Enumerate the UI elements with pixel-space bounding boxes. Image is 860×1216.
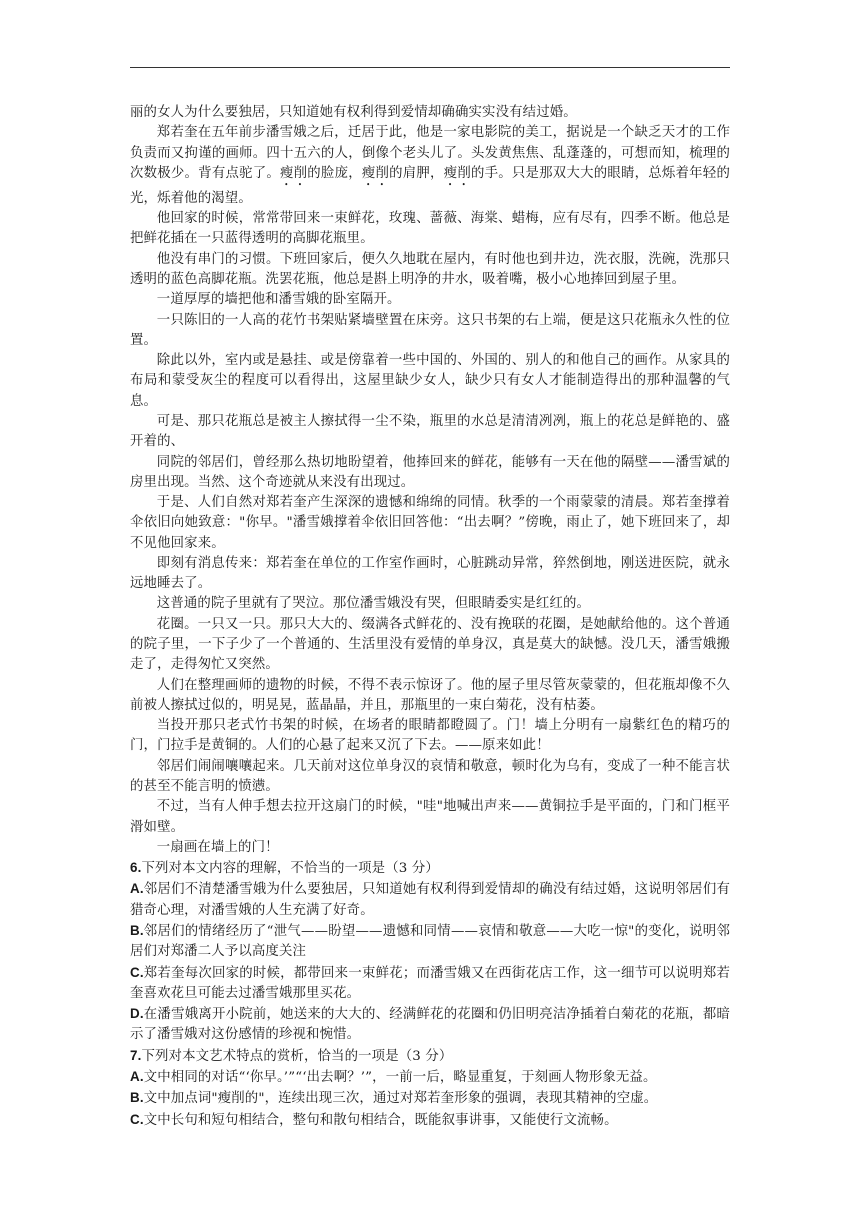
paragraph: 当投开那只老式竹书架的时候，在场者的眼睛都瞪圆了。门！墙上分明有一扇紫红色的精巧的门，门拉手是黄铜的。人们的心悬了起来又沉了下去。——原来如此！ — [130, 718, 730, 754]
paragraph: 同院的邻居们，曾经那么热切地盼望着，他捧回来的鲜花，能够有一天在他的隔壁——潘雪斌的房里出现。当然、这个奇迹就从来没有出现过。 — [130, 454, 730, 490]
emphasized-word: 瘦削 — [361, 165, 390, 181]
paragraph: 可是、那只花瓶总是被主人擦拭得一尘不染，瓶里的水总是清清冽冽，瓶上的花总是鲜艳的、盛开着的、 — [130, 413, 730, 450]
question-text: 下列对本文内容的理解，不恰当的一项是（3 分） — [141, 861, 439, 877]
paragraph — [130, 123, 730, 209]
option-text: 文中相同的对话“‘你早。’”“‘出去啊？’”，一前一后，略显重复，于刻画人物形象无益。 — [143, 1069, 657, 1085]
header-rule — [130, 67, 730, 68]
paragraph-text: 郑若奎在五年前步潘雪娥之后，迁居于此，他是一家电影院的美工，据说是一个缺乏天才的工作负责而又拘谨的画师。四十五六的人，倒像个老头儿了。头发黄焦焦、乱蓬蓬的，可想而知，梳理的次数极少。背有点驼了。 — [130, 125, 730, 181]
option-letter: C. — [130, 1111, 144, 1127]
paragraph: 他回家的时候，常常带回来一束鲜花，玫瑰、蔷薇、海棠、蜡梅，应有尽有，四季不断。他总是把鲜花插在一只蓝得透明的高脚花瓶里。 — [130, 211, 730, 247]
paragraph: 这普通的院子里就有了哭泣。那位潘雪娥没有哭，但眼睛委实是红红的。 — [156, 596, 591, 612]
option-text: 邻居们不清楚潘雪娥为什么要独居，只知道她有权利得到爱情却的确没有结过婚，这说明邻居们有猎奇心理，对潘雪娥的人生充满了好奇。 — [130, 882, 730, 918]
paragraph-text: 的肩胛， — [389, 165, 444, 181]
option-letter: A. — [130, 881, 144, 897]
paragraph-text: 的脸庞， — [307, 165, 362, 181]
paragraph-text: 的手。只是那双大大的眼睛，总烁着年轻的光，烁着他的渴望。 — [130, 165, 730, 206]
option-text: 文中加点词"瘦削的"，连续出现三次，通过对郑若奎形象的强调，表现其精神的空虚。 — [143, 1091, 658, 1107]
question-7-option-b — [130, 1088, 730, 1109]
question-6-option-c — [130, 963, 730, 1005]
emphasized-word: 瘦削 — [443, 165, 471, 181]
option-letter: B. — [130, 922, 144, 938]
paragraph: 人们在整理画师的遗物的时候，不得不表示惊讶了。他的屋子里尽管灰蒙蒙的，但花瓶却像不久前被人擦拭过似的，明晃晃，蓝晶晶，并且，那瓶里的一束白菊花，没有枯萎。 — [130, 677, 730, 713]
question-6-option-d — [130, 1004, 730, 1046]
paragraph: 除此以外，室内或是悬挂、或是傍靠着一些中国的、外国的、别人的和他自己的画作。从家具的布局和蒙受灰尘的程度可以看得出，这屋里缺少女人，缺少只有女人才能制造得出的那种温馨的气息。 — [130, 353, 730, 409]
option-letter: D. — [130, 1006, 144, 1022]
option-text: 文中长句和短句相结合，整句和散句相结合，既能叙事讲事，又能使行文流畅。 — [143, 1112, 618, 1128]
option-letter: B. — [130, 1090, 144, 1106]
paragraph: 一只陈旧的一人高的花竹书架贴紧墙壁置在床旁。这只书架的右上端，便是这只花瓶永久性的位置。 — [130, 312, 730, 348]
paragraph: 一扇画在墙上的门！ — [156, 839, 279, 855]
question-text: 下列对本文艺术特点的赏析，恰当的一项是（3 分） — [141, 1048, 453, 1064]
question-7-option-a — [130, 1067, 730, 1088]
option-letter: C. — [130, 964, 144, 980]
paragraph: 他没有串门的习惯。下班回家后，便久久地耽在屋内，有时他也到井边，洗衣服，洗碗，洗那只透明的蓝色高脚花瓶。洗罢花瓶，他总是斟上明净的井水，吸着嘴，极小心地捧回到屋子里。 — [130, 251, 730, 287]
option-letter: A. — [130, 1068, 144, 1084]
paragraph: 即刻有消息传来：郑若奎在单位的工作室作画时，心脏跳动异常，猝然倒地，刚送进医院，就永远地睡去了。 — [130, 555, 730, 592]
paragraph: 丽的女人为什么要独居，只知道她有权利得到爱情却确确实实没有结过婚。 — [130, 105, 577, 120]
question-6-option-a — [130, 879, 730, 921]
question-7-stem — [130, 1046, 730, 1067]
option-text: 邻居们的情绪经历了“泄气——盼望——遗憾和同情——哀情和敬意——大吃一惊"的变化，说明邻居们对郑潘二人予以高度关注 — [130, 923, 730, 960]
question-number: 6. — [130, 860, 142, 876]
paragraph: 不过，当有人伸手想去拉开这扇门的时候，"哇"地喊出声来——黄铜拉手是平面的，门和门框平滑如壁。 — [130, 799, 730, 835]
question-7-option-c — [130, 1110, 730, 1131]
question-6-option-b — [130, 921, 730, 963]
option-text: 在潘雪娥离开小院前，她送来的大大的、经满鲜花的花圈和仍旧明亮洁净插着白菊花的花瓶，都暗示了潘雪娥对这份感情的珍视和惋惜。 — [130, 1007, 730, 1043]
paragraph: 于是、人们自然对郑若奎产生深深的遗憾和绵绵的同情。秋季的一个雨蒙蒙的清晨。郑若奎撑着伞依旧向她致意："你早。"潘雪娥撑着伞依旧回答他：“出去啊？”傍晚，雨止了，她下班回来了，却不见他回家来。 — [130, 495, 730, 551]
article-body — [130, 103, 730, 1131]
paragraph: 一道厚厚的墙把他和潘雪娥的卧室隔开。 — [156, 292, 401, 308]
emphasized-word: 瘦削 — [280, 165, 308, 181]
paragraph: 邻居们闹闹嚷嚷起来。几天前对这位单身汉的哀情和敬意，顿时化为乌有，变成了一种不能言状的甚至不能言明的愤懑。 — [130, 758, 730, 794]
question-6-stem — [130, 858, 730, 879]
paragraph: 花圈。一只又一只。那只大大的、缀满各式鲜花的、没有挽联的花圈，是她献给他的。这个普通的院子里，一下子少了一个普通的、生活里没有爱情的单身汉，真是莫大的缺憾。没几天，潘雪娥搬走了，走得匆忙又突然。 — [130, 616, 730, 673]
question-number: 7. — [130, 1047, 142, 1063]
option-text: 郑若奎每次回家的时候，都带回来一束鲜花；而潘雪娥又在西街花店工作，这一细节可以说明郑若奎喜欢花旦可能去过潘雪娥那里买花。 — [130, 965, 730, 1001]
